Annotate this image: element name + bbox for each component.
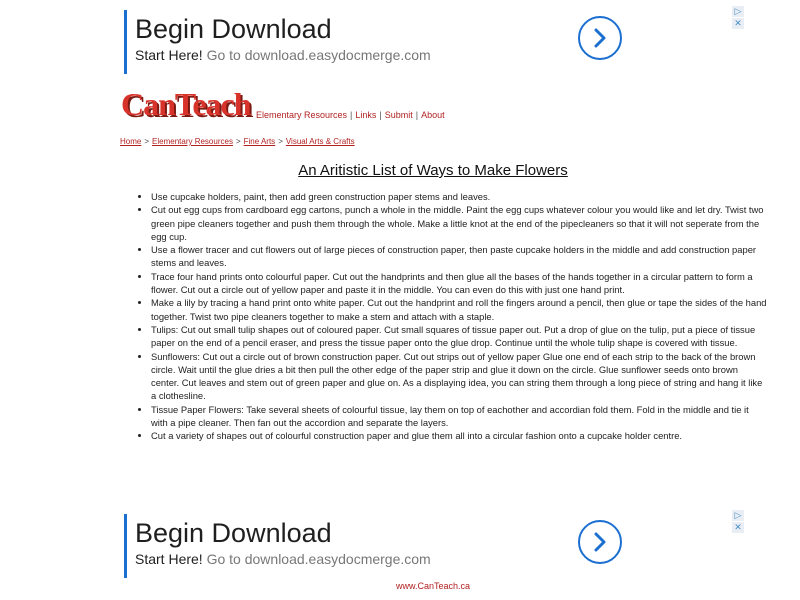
info-icon[interactable]: ▷: [732, 6, 744, 17]
breadcrumb-fine-arts[interactable]: Fine Arts: [243, 137, 276, 146]
nav-submit[interactable]: Submit: [384, 110, 413, 120]
page-title: An Aritistic List of Ways to Make Flowers: [298, 162, 568, 179]
ad-choices[interactable]: [731, 6, 745, 30]
nav-links[interactable]: Links: [355, 110, 377, 120]
ad-open-button[interactable]: [578, 520, 622, 564]
footer-site-link[interactable]: www.CanTeach.ca: [395, 581, 471, 591]
chevron-right-icon: [591, 27, 609, 49]
info-icon[interactable]: ▷: [732, 510, 744, 521]
top-ad-banner[interactable]: [124, 6, 750, 74]
breadcrumb-separator: >: [144, 137, 150, 146]
ad-accent-bar: [124, 10, 127, 74]
breadcrumb-elementary-resources[interactable]: Elementary Resources: [152, 137, 233, 146]
ad-subline[interactable]: [135, 551, 431, 567]
close-icon[interactable]: ✕: [732, 18, 744, 29]
nav-separator: |: [350, 110, 353, 120]
breadcrumb-visual-arts-crafts[interactable]: Visual Arts & Crafts: [285, 137, 355, 146]
list-item: • Make a lily by tracing a hand print onto white paper. Cut out the handprint and roll the fingers around a pencil, then glue or tape the sides of the hand together. Twist two pipe cleaners together to make a stem and attach with a staple.: [151, 296, 767, 323]
ad-accent-bar: [124, 514, 127, 578]
ad-cta[interactable]: Start Here!: [135, 47, 203, 63]
ad-headline[interactable]: Begin Download: [135, 518, 332, 548]
bottom-ad-banner[interactable]: [124, 510, 750, 578]
list-item: • Sunflowers: Cut out a circle out of brown construction paper. Cut out strips out of yellow paper Glue one end of each strip to the back of the brown circle. Wait until the glue dries a bit then pull the other edge of the paper strip and glue it down on the circle. Glue sunflower seeds onto brown center. Cut leaves and stem out of green paper and glue on. As a displaying idea, you can string them through a long piece of string and hang it like a clothesline.: [151, 350, 767, 403]
breadcrumb-separator: >: [235, 137, 241, 146]
list-item: • Use a flower tracer and cut flowers out of large pieces of construction paper, then paste cupcake holders in the middle and add construction paper stems and leaves.: [151, 243, 767, 270]
breadcrumb-home[interactable]: Home: [120, 137, 142, 146]
list-item: • Cut out egg cups from cardboard egg cartons, punch a whole in the middle. Paint the egg cups whatever colour you would like and let dry. Twist two green pipe cleaners together and push them through the whole. Make a little knot at the end of the pipecleaners so that it will not seperate from the egg cup.: [151, 203, 767, 243]
list-item: • Cut a variety of shapes out of colourful construction paper and glue them all into a circular fashion onto a cupcake holder centre.: [151, 429, 767, 442]
ad-headline[interactable]: Begin Download: [135, 14, 332, 44]
top-navigation: [256, 110, 445, 120]
nav-elementary-resources[interactable]: Elementary Resources: [256, 110, 348, 120]
footer: [0, 581, 800, 591]
ad-url[interactable]: Go to download.easydocmerge.com: [206, 551, 431, 567]
ad-cta[interactable]: Start Here!: [135, 551, 203, 567]
nav-about[interactable]: About: [421, 110, 445, 120]
close-icon[interactable]: ✕: [732, 522, 744, 533]
ad-subline[interactable]: [135, 47, 431, 63]
breadcrumb-separator: >: [278, 137, 283, 146]
nav-separator: |: [379, 110, 382, 120]
chevron-right-icon: [591, 531, 609, 553]
list-item: • Tulips: Cut out small tulip shapes out of coloured paper. Cut small squares of tissue paper out. Put a drop of glue on the tulip, put a piece of tissue paper on the end of a pencil eraser, and press the tissue paper onto the glue drop. Continue until the whole tulip shape is covered with tissue.: [151, 323, 767, 350]
flower-ideas-list: [134, 190, 767, 443]
list-item: • Tissue Paper Flowers: Take several sheets of colourful tissue, lay them on top of eachother and accordian fold them. Fold in the middle and tie it with a pipe cleaner. Then fan out the accordion and separate the layers.: [151, 403, 767, 430]
site-header: [121, 86, 681, 122]
ad-url[interactable]: Go to download.easydocmerge.com: [206, 47, 431, 63]
ad-choices[interactable]: [731, 510, 745, 534]
site-logo[interactable]: CanTeach: [121, 86, 251, 122]
breadcrumb: [120, 137, 355, 146]
nav-separator: |: [415, 110, 419, 120]
list-item: • Trace four hand prints onto colourful paper. Cut out the handprints and then glue all the bases of the hands together in a circular pattern to form a flower. Cut out a circle out of yellow paper and paste it in the middle. You can even do this with just one hand print.: [151, 270, 767, 297]
ad-open-button[interactable]: [578, 16, 622, 60]
list-item: • Use cupcake holders, paint, then add green construction paper stems and leaves.: [151, 190, 767, 203]
